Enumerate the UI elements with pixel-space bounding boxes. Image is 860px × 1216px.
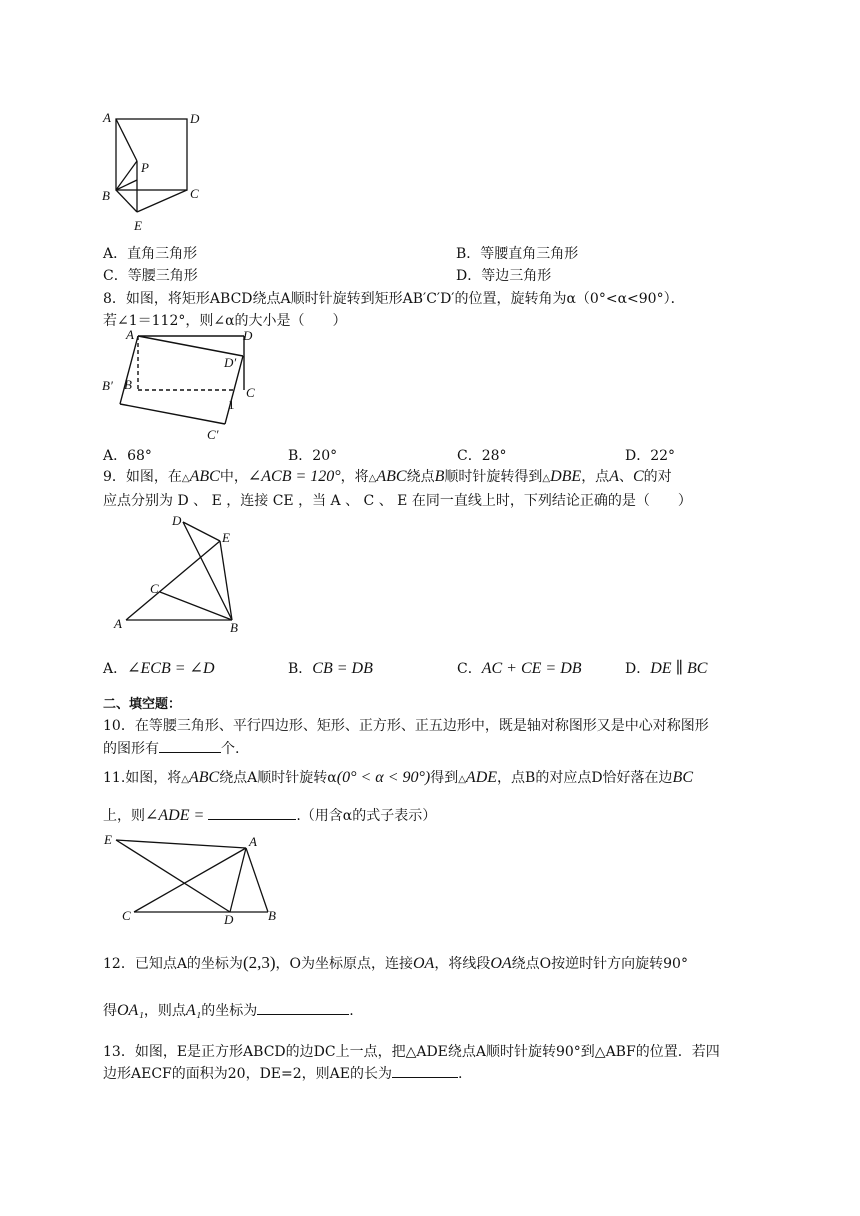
q9-label-d: D: [172, 513, 182, 528]
q11-l1-d: (0° < α < 90°): [336, 769, 431, 786]
q12-l1-a: 12．已知点A的坐标为: [103, 956, 243, 972]
q8-question-line1: 8．如图，将矩形ABCD绕点A顺时针旋转到矩形AB′C′D′的位置，旋转角为α（0°<α<90°）．: [103, 291, 685, 307]
q12-l2-e: 的坐标为: [201, 1003, 258, 1019]
q9-question-line1: 9．如图，在△ABC中，∠ACB = 120°，将△ABC绕点B顺时针旋转得到△DBE，点A、C的对: [103, 468, 672, 485]
q8-label-d1: D′: [224, 355, 237, 370]
q7-figure: [100, 108, 210, 236]
q9-option-b: [288, 658, 373, 678]
q8-option-a: A．68°: [103, 448, 152, 464]
q7-label-a: A: [103, 110, 111, 125]
q9-question-line2: 应点分别为 D 、 E ，连接 CE ，当 A 、 C 、 E 在同一直线上时，下列结论正确的是（ ）: [103, 493, 692, 509]
q9-l1-j: DBE: [550, 468, 582, 485]
q7-option-a: A．直角三角形: [103, 246, 198, 262]
q9-l1-e: ，将: [340, 469, 369, 485]
q9-opt-c: AC + CE = DB: [481, 660, 582, 677]
q12-l1-c: ，O为坐标原点，连接: [275, 956, 413, 972]
q8-label-one: 1: [228, 397, 235, 412]
q9-l1-c: 中，: [219, 469, 248, 485]
q12-l1-e: ，将线段: [434, 956, 491, 972]
q8-label-b: B: [124, 377, 132, 392]
q9-opt-d-label: D．: [625, 661, 651, 677]
q12-l2-f: .: [349, 1003, 354, 1019]
q12-question-line2: [103, 1000, 354, 1020]
section-fill-in-title: 二、填空题：: [103, 697, 182, 712]
q8-label-b1: B′: [102, 378, 113, 393]
q11-l2-b: ∠ADE =: [145, 807, 205, 824]
q12-l2-c: ，则点: [143, 1003, 186, 1019]
q11-l2-a: 上，则: [103, 808, 145, 824]
q9-l1-i: 顺时针旋转得到: [444, 469, 543, 485]
q11-l1-f: ADE: [465, 769, 498, 786]
q9-label-a: A: [114, 616, 122, 631]
q11-figure: [100, 828, 290, 928]
q8-option-d: D．22°: [625, 448, 676, 464]
q7-option-b: B．等腰直角三角形: [456, 246, 579, 262]
q12-answer-blank[interactable]: [257, 1000, 349, 1015]
q8-option-c: C．28°: [457, 448, 507, 464]
q9-figure: [108, 512, 248, 636]
q13-answer-blank[interactable]: [392, 1063, 458, 1078]
q10-l2-b: 个.: [221, 741, 240, 757]
q7-label-d: D: [190, 111, 200, 126]
q9-l1-g: 绕点: [406, 469, 435, 485]
q12-l1-g: 绕点O按逆时针方向旋转90°: [511, 956, 688, 972]
q8-label-c: C: [246, 385, 255, 400]
q11-l2-c: .（用含α的式子表示）: [296, 808, 437, 824]
q8-question-line2: 若∠1＝112°，则∠α的大小是（ ）: [103, 313, 347, 329]
q11-label-d: D: [224, 912, 234, 927]
q9-option-a: [103, 658, 215, 678]
q7-option-c: C．等腰三角形: [103, 268, 198, 284]
q9-l1-o: 的对: [643, 469, 672, 485]
q7-label-e: E: [134, 218, 142, 233]
q12-l2-a: 得: [103, 1003, 117, 1019]
q9-l1-a: 9．如图，在: [103, 469, 182, 485]
q11-l1-c: 绕点A顺时针旋转α: [219, 770, 337, 786]
q10-answer-blank[interactable]: [159, 738, 221, 753]
q12-l1-b: (2,3): [242, 953, 276, 972]
q9-opt-a: ∠ECB = ∠D: [127, 660, 215, 677]
q7-option-d: D．等边三角形: [456, 268, 552, 284]
q9-l1-l: A: [609, 468, 619, 485]
q8-option-b: B．20°: [288, 448, 338, 464]
q11-label-c: C: [122, 908, 131, 923]
q8-label-c1: C′: [207, 427, 219, 442]
q11-l1-h: BC: [672, 769, 693, 786]
q12-l2-b: OA₁: [117, 1002, 144, 1019]
q9-l1-h: B: [434, 468, 445, 485]
q12-l2-d: A₁: [185, 1002, 202, 1019]
q9-l1-b: ABC: [189, 468, 220, 485]
q11-l1-g: ，点B的对应点D恰好落在边: [497, 770, 673, 786]
q9-opt-a-label: A．: [103, 661, 128, 677]
q13-question-line1: 13．如图，E是正方形ABCD的边DC上一点，把△ADE绕点A顺时针旋转90°到△ABF的位置．若四: [103, 1044, 720, 1060]
q7-label-c: C: [190, 186, 199, 201]
q12-question-line1: [103, 953, 688, 973]
q10-question-line2: [103, 738, 239, 758]
q9-label-c: C: [150, 581, 159, 596]
q11-l1-a: 11.如图，将: [103, 770, 182, 786]
q9-opt-b-label: B．: [288, 661, 313, 677]
q11-label-a: A: [249, 834, 257, 849]
q7-label-p: P: [141, 160, 149, 175]
q7-label-b: B: [102, 188, 110, 203]
q9-l1-n: C: [632, 468, 644, 485]
q9-l1-m: 、: [618, 469, 633, 485]
q9-option-c: [457, 658, 582, 678]
q9-label-e: E: [222, 530, 230, 545]
q10-question-line1: 10．在等腰三角形、平行四边形、矩形、正方形、正五边形中，既是轴对称图形又是中心对称图形: [103, 718, 709, 734]
q9-option-d: [625, 658, 707, 678]
q11-answer-blank[interactable]: [208, 805, 296, 820]
q9-opt-b: CB = DB: [312, 660, 373, 677]
q8-label-a: A: [126, 328, 134, 342]
q11-label-e: E: [104, 832, 112, 847]
q9-label-b: B: [230, 620, 238, 635]
q13-l2-a: 边形AECF的面积为20，DE=2，则AE的长为: [103, 1066, 392, 1082]
q11-question-line1: 11.如图，将△ABC绕点A顺时针旋转α(0° < α < 90°)得到△ADE，点B的对应点D恰好落在边BC: [103, 769, 693, 786]
q8-figure: [100, 328, 270, 446]
q9-opt-c-label: C．: [457, 661, 482, 677]
q12-l1-f: OA: [490, 955, 512, 972]
q9-l1-d: ∠ACB = 120°: [247, 468, 341, 485]
q13-question-line2: [103, 1063, 462, 1083]
q8-label-d: D: [243, 328, 253, 343]
q13-l2-b: .: [457, 1066, 463, 1082]
q11-label-b: B: [268, 908, 276, 923]
q11-l1-e: 得到: [430, 770, 459, 786]
q11-l1-b: ABC: [188, 769, 220, 786]
q9-l1-f: ABC: [376, 468, 407, 485]
q11-question-line2: [103, 805, 436, 825]
q12-l1-d: OA: [413, 955, 435, 972]
q9-l1-k: ，点: [581, 469, 610, 485]
q10-l2-a: 的图形有: [103, 741, 159, 757]
q9-opt-d: DE ∥ BC: [650, 660, 708, 677]
